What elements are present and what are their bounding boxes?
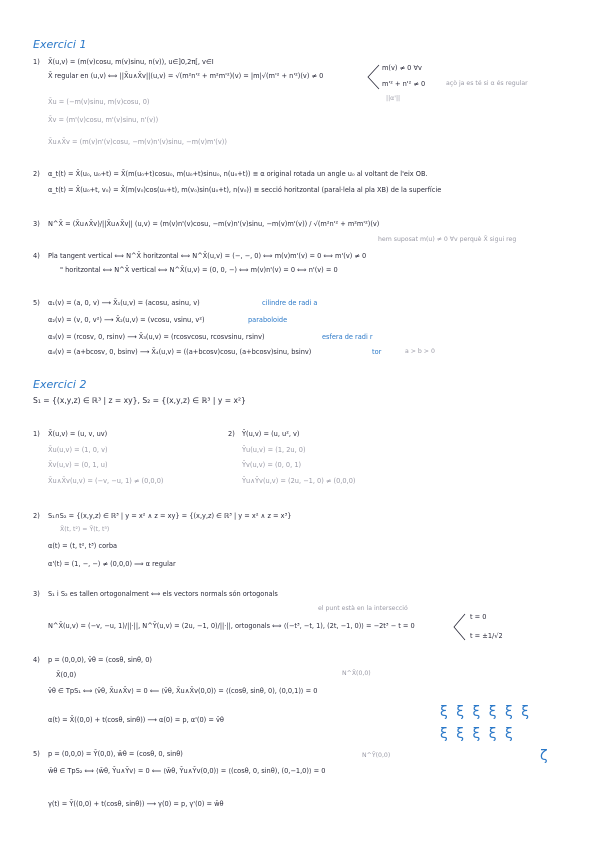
q4-number: 4) <box>33 656 40 664</box>
surfaces-definition: S₁ = {(x,y,z) ∈ ℝ³ | z = xy}, S₂ = {(x,y,z) ∈ ℝ³ | y = x²} <box>33 396 246 405</box>
cylinder-row: α₁(v) = (a, 0, v) ⟶ X̄₁(u,v) = (acosu, asinu, v) <box>48 299 200 307</box>
vertical-tangent-plane: Pla tangent vertical ⟺ N^X̄ horitzontal ⟺ N^X̄(u,v) = (−, −, 0) ⟺ m(v)m'(v) = 0 ⟺ m'(v) ≠ 0 <box>48 252 367 260</box>
point-and-vector-s1: p = (0,0,0), v̄θ = (cosθ, sinθ, 0) <box>48 656 153 664</box>
point-image-s1: X̄(0,0) <box>56 671 77 679</box>
q1-part-2-number: 2) <box>228 430 235 438</box>
partial-v: X̄v = (m'(v)cosu, m'(v)sinu, n'(v)) <box>48 116 159 124</box>
tangent-plane-s2: w̄θ ∈ TpS₂ ⟺ ⟨w̄θ, Ȳu∧Ȳv⟩ = 0 ⟸ ⟨w̄θ, Ȳu∧Ȳv(0,0)⟩ = ⟨(cosθ, 0, sinθ), (0,−1,0)⟩ = 0 <box>48 767 326 775</box>
s1-partial-u: X̄u(u,v) = (1, 0, v) <box>48 446 108 454</box>
horizontal-tangent-plane: " horitzontal ⟺ N^X̄ vertical ⟺ N^X̄(u,v) = (0, 0, −) ⟺ m(v)n'(v) = 0 ⟺ n'(v) = 0 <box>60 266 338 274</box>
torus-label: tor <box>372 348 382 356</box>
exercise-1-heading: Exercici 1 <box>33 38 87 51</box>
cross-product: X̄u∧X̄v = (m(v)n'(v)cosu, −m(v)n'(v)sinu, −m(v)m'(v)) <box>48 138 227 146</box>
curve-regularity: α'(t) = (1, −, −) ≠ (0,0,0) ⟹ α regular <box>48 560 176 568</box>
parallel-line: α_t(t) = X̄(u₀+t, v₀) = X̄(m(v₀)cos(u₀+t), m(v₀)sin(u₀+t), n(v₀)) ≡ secció horitzontal (paral·lela al pla XB) de la superfície <box>48 186 442 194</box>
norm-alpha-annotation: ||α'|| <box>386 95 401 102</box>
paraboloid-row: α₂(v) = (v, 0, v²) ⟶ X̄₂(u,v) = (vcosu, vsinu, v²) <box>48 316 205 324</box>
intersection-point-note: el punt està en la intersecció <box>318 605 408 612</box>
normal-vector: N^X̄ = (X̄u∧X̄v)/||X̄u∧X̄v|| (u,v) = (m(v)n'(v)cosu, −m(v)n'(v)sinu, −m(v)m'(v)) / √(m²n'² + m²m'²)(v) <box>48 220 380 228</box>
s1-parametrization: X̄(u,v) = (u, v, uv) <box>48 430 108 438</box>
part-1-number: 1) <box>33 58 40 66</box>
q1-number: 1) <box>33 430 40 438</box>
regularity-condition: X̄ regular en (u,v) ⟺ ||X̄u∧X̄v||(u,v) = √(m²n'² + m²m'²)(v) = |m|√(m'² + n'²)(v) ≠ 0 <box>48 72 324 80</box>
case-brace <box>366 64 380 90</box>
part-5-number: 5) <box>33 299 40 307</box>
doodle-row-1: ξ ξ ξ ξ ξ ξ <box>440 704 532 720</box>
meridian-line: α_t(t) = X̄(u₀, u₀+t) = X̄(m(u₀+t)cosu₀, m(u₀+t)sinu₀, n(u₀+t)) ≡ α original rotada un angle u₀ al voltant de l'eix OB. <box>48 170 428 178</box>
curve-through-p-s1: α(t) = X̄((0,0) + t(cosθ, sinθ)) ⟶ α(0) = p, α'(0) = v̄θ <box>48 716 224 724</box>
assumption-note: hem suposat m(u) ≠ 0 ∀v perquè X̄ sigui reg <box>378 236 517 243</box>
parametrization-line: X̄(u,v) = (m(v)cosu, m(v)sinu, n(v)), u∈]0,2π[, v∈I <box>48 58 214 66</box>
intersection-set: S₁∩S₂ = {(x,y,z) ∈ ℝ³ | y = x² ∧ z = xy} = {(x,y,z) ∈ ℝ³ | y = x² ∧ z = x³} <box>48 512 292 520</box>
partial-u: X̄u = (−m(v)sinu, m(v)cosu, 0) <box>48 98 150 106</box>
orthogonality-statement: S₁ i S₂ es tallen ortogonalment ⟺ els vectors normals són ortogonals <box>48 590 278 598</box>
s1-partial-v: X̄v(u,v) = (0, 1, u) <box>48 461 108 469</box>
intersection-equality: X̄(t, t²) = Ȳ(t, t³) <box>60 526 110 533</box>
case-m-nonzero: m(v) ≠ 0 ∀v <box>382 64 422 72</box>
q3-number: 3) <box>33 590 40 598</box>
paraboloid-label: paraboloide <box>248 316 288 324</box>
s2-partial-v: Ȳv(u,v) = (0, 0, 1) <box>242 461 302 469</box>
solution-t-root: t = ±1/√2 <box>470 632 503 640</box>
exercise-2-heading: Exercici 2 <box>33 378 87 391</box>
solution-t-zero: t = 0 <box>470 613 487 621</box>
torus-row: α₄(v) = (a+bcosv, 0, bsinv) ⟶ X̄₄(u,v) = ((a+bcosv)cosu, (a+bcosv)sinu, bsinv) <box>48 348 312 356</box>
curve-through-p-s2: γ(t) = Ȳ((0,0) + t(cosθ, sinθ)) ⟶ γ(0) = p, γ'(0) = w̄θ <box>48 800 224 808</box>
normals-orthogonality: N^X̄(u,v) = (−v, −u, 1)/||·||, N^Ȳ(u,v) = (2u, −1, 0)/||·||, ortogonals ⟺ ⟨(−t³, −t, 1), (2t, −1, 0)⟩ = −2t³ − t = 0 <box>48 622 415 630</box>
normal-at-origin-s1: N^X̄(0,0) <box>342 670 371 677</box>
cylinder-label: cilindre de radi a <box>262 299 318 307</box>
torus-condition: a > b > 0 <box>405 348 435 355</box>
part-3-number: 3) <box>33 220 40 228</box>
s2-parametrization: Ȳ(u,v) = (u, u², v) <box>242 430 300 438</box>
doodle-row-3: ζ <box>540 748 550 764</box>
regular-curve-aside: açò ja es té si α és regular <box>446 80 528 87</box>
case-derivative-nonzero: m'² + n'² ≠ 0 <box>382 80 426 88</box>
sphere-row: α₃(v) = (rcosv, 0, rsinv) ⟶ X̄₃(u,v) = (rcosvcosu, rcosvsinu, rsinv) <box>48 333 265 341</box>
s2-partial-u: Ȳu(u,v) = (1, 2u, 0) <box>242 446 306 454</box>
part-4-number: 4) <box>33 252 40 260</box>
q5-number: 5) <box>33 750 40 758</box>
intersection-curve: α(t) = (t, t², t³) corba <box>48 542 118 550</box>
tangent-plane-s1: v̄θ ∈ TpS₁ ⟺ ⟨v̄θ, X̄u∧X̄v⟩ = 0 ⟸ ⟨v̄θ, X̄u∧X̄v(0,0)⟩ = ⟨(cosθ, sinθ, 0), (0,0,1)⟩ = 0 <box>48 687 318 695</box>
doodle-row-2: ξ ξ ξ ξ ξ <box>440 726 515 742</box>
normal-at-origin-s2: N^Ȳ(0,0) <box>362 752 391 759</box>
point-and-vector-s2: p = (0,0,0) = Ȳ(0,0), w̄θ = (cosθ, 0, sinθ) <box>48 750 183 758</box>
solution-brace <box>452 613 466 641</box>
sphere-label: esfera de radi r <box>322 333 373 341</box>
part-2-number: 2) <box>33 170 40 178</box>
s1-cross-product: X̄u∧X̄v(u,v) = (−v, −u, 1) ≠ (0,0,0) <box>48 477 164 485</box>
q2-number: 2) <box>33 512 40 520</box>
s2-cross-product: Ȳu∧Ȳv(u,v) = (2u, −1, 0) ≠ (0,0,0) <box>242 477 356 485</box>
